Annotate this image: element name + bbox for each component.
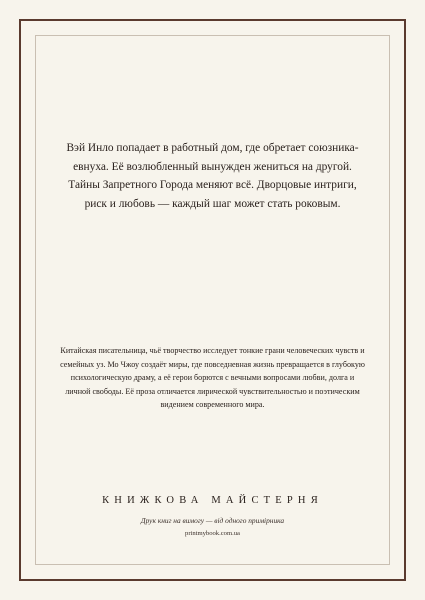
publisher-url: printmybook.com.ua xyxy=(185,530,240,537)
publisher-block xyxy=(40,495,385,537)
publisher-name: КНИЖКОВА МАЙСТЕРНЯ xyxy=(102,495,323,506)
book-blurb: Вэй Инло попадает в работный дом, где обретает союзника-евнуха. Её возлюбленный вынужден жениться на другой. Тайны Запретного Города меняют всё. Дворцовые интриги, риск и любовь — каждый шаг может стать роковым. xyxy=(66,142,359,210)
author-bio: Китайская писательница, чьё творчество исследует тонкие грани человеческих чувств и семейных уз. Мо Чжоу создаёт миры, где повседневная жизнь превращается в глубокую психологическую драму, а её герои борются с вечными вопросами любви, долга и личной свободы. Её проза отличается лирической чувствительностью и поэтическим видением современного мира. xyxy=(60,346,365,410)
inner-frame-border xyxy=(35,35,390,565)
publisher-tagline: Друк книг на вимогу — від одного примірника xyxy=(140,516,285,525)
